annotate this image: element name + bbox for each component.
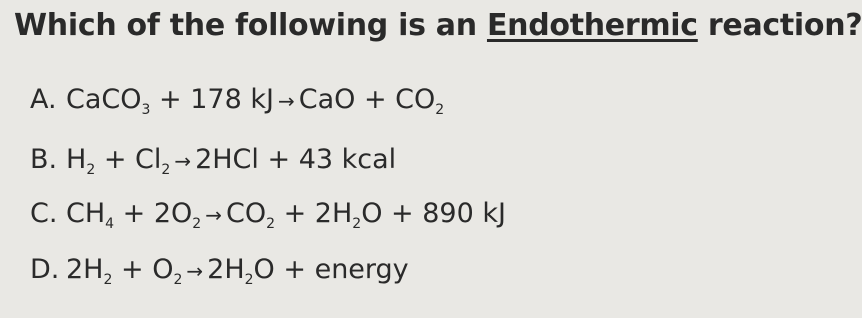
- option-b-letter: B.: [30, 144, 58, 175]
- question-text: [14, 8, 862, 43]
- question-suffix: reaction?: [697, 8, 862, 43]
- option-d-letter: D.: [30, 254, 60, 285]
- option-b[interactable]: [30, 144, 396, 178]
- arrow-icon: →: [205, 203, 222, 227]
- option-a[interactable]: [30, 84, 444, 118]
- option-b-products: 2HCl + 43 kcal: [195, 144, 397, 175]
- option-d[interactable]: [30, 254, 409, 288]
- option-d-reactants: $2H_2 + O_2$: [66, 254, 183, 288]
- option-c-letter: C.: [30, 198, 58, 229]
- option-b-reactants: $H_2 + Cl_2$: [66, 144, 171, 178]
- option-c[interactable]: [30, 198, 506, 232]
- arrow-icon: →: [186, 259, 204, 283]
- option-a-products: CaO + $CO_2$: [298, 84, 445, 118]
- arrow-icon: →: [174, 149, 192, 173]
- question-keyword: Endothermic: [486, 8, 698, 43]
- option-c-reactants: $CH_4 + 2O_2$: [66, 198, 202, 232]
- option-a-letter: A.: [30, 84, 57, 115]
- option-a-reactants: CaCO$_3$ + 178 kJ: [66, 84, 274, 118]
- question-prefix: Which of the following is an: [14, 8, 487, 43]
- option-d-products: $2H_2O$ + energy: [207, 254, 409, 288]
- option-c-products: $CO_2 + 2H_2O + 890$ kJ: [225, 198, 506, 232]
- arrow-icon: →: [277, 89, 295, 113]
